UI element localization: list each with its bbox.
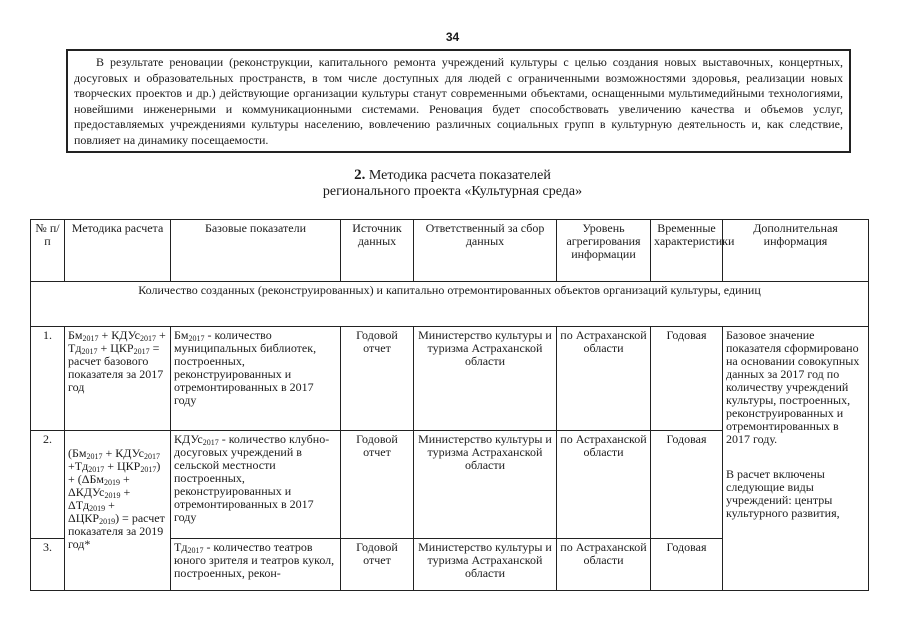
section-title (0, 167, 905, 200)
table-group-row (31, 282, 869, 327)
extra-info-cell (723, 327, 869, 591)
base-indicator-cell: $Тд_{2017}$ - количество театров юного зрителя и театров кукол, построенных, рекон- (171, 539, 341, 591)
header-aggregation: Уровень агрегирования информации (557, 220, 651, 282)
time-cell: Годовая (651, 327, 723, 431)
base-indicator-cell: КДУс$_{2017}$ - количество клубно-досуговых учреждений в сельской местности построенных, реконструированных и отремонтированных в 2017 году (171, 431, 341, 539)
source-cell: Годовой отчет (341, 431, 414, 539)
responsible-cell: Министерство культуры и туризма Астраханской области (414, 539, 557, 591)
responsible-cell: Министерство культуры и туризма Астраханской области (414, 431, 557, 539)
header-base: Базовые показатели (171, 220, 341, 282)
extra-info-part1: Базовое значение показателя сформировано на основании совокупных данных за 2017 год по количеству учреждений культуры, построенных, реконструированных и отремонтированных в 2017 году. (726, 328, 860, 446)
time-cell: Годовая (651, 539, 723, 591)
method-cell-2019: ($Бм_{2017}$ + КДУс$_{2017}$ $+Тд_{2017} + ЦКР_{2017}) + (\Delta Бм_{2019}$ + ΔКДУс$_{2019}$ + $\Delta Тд_{2019} + \Delta ЦКР_{2019}$) = расчет показателя за 2019 год* (65, 431, 171, 591)
header-extra: Дополнительная информация (723, 220, 869, 282)
time-cell: Годовая (651, 431, 723, 539)
intro-paragraph: В результате реновации (реконструкции, капитального ремонта учреждений культуры с целью создания новых выставочных, концертных, досуговых и образовательных пространств, в том числе доступных для людей с ограниченными возможностями здоровья, реализации новых творческих проектов и др.) действующие организации культуры станут современными объектами, оснащенными мультимедийными технологиями, новейшими инженерными и коммуникационными системами. Реновация будет способствовать увеличению качества и объемов услуг, предоставляемых учреждениями культуры населению, вовлечению различных социальных групп в культурную деятельность и, как следствие, повлияет на динамику посещаемости. (74, 55, 843, 147)
header-source: Источник данных (341, 220, 414, 282)
extra-info-part2: В расчет включены следующие виды учреждений: центры культурного развития, (726, 467, 840, 520)
section-number: 2. (354, 167, 366, 183)
row-number: 1. (31, 327, 65, 431)
header-responsible: Ответственный за сбор данных (414, 220, 557, 282)
row-number: 2. (31, 431, 65, 539)
source-cell: Годовой отчет (341, 539, 414, 591)
base-indicator-cell: $Бм_{2017}$ - количество муниципальных библиотек, построенных, реконструированных и отремонтированных в 2017 году (171, 327, 341, 431)
responsible-cell: Министерство культуры и туризма Астраханской области (414, 327, 557, 431)
section-title-line2: регионального проекта «Культурная среда» (322, 184, 583, 199)
source-cell: Годовой отчет (341, 327, 414, 431)
row-number: 3. (31, 539, 65, 591)
group-title: Количество созданных (реконструированных) и капитально отремонтированных объектов организаций культуры, единиц (31, 282, 869, 327)
header-method: Методика расчета (65, 220, 171, 282)
header-time: Временные характеристики (651, 220, 723, 282)
indicators-table (30, 219, 869, 591)
aggregation-cell: по Астраханской области (557, 327, 651, 431)
aggregation-cell: по Астраханской области (557, 431, 651, 539)
section-title-line1: Методика расчета показателей (368, 168, 551, 183)
page-number: 34 (445, 30, 460, 44)
header-num: № п/п (31, 220, 65, 282)
table-row (31, 327, 869, 431)
method-cell-2017: $Бм_{2017}$ + КДУс$_{2017}$ + $Тд_{2017} + ЦКР_{2017}$ = расчет базового показателя за 2017 год (65, 327, 171, 431)
aggregation-cell: по Астраханской области (557, 539, 651, 591)
intro-text-box (66, 49, 851, 153)
table-header-row (31, 220, 869, 282)
